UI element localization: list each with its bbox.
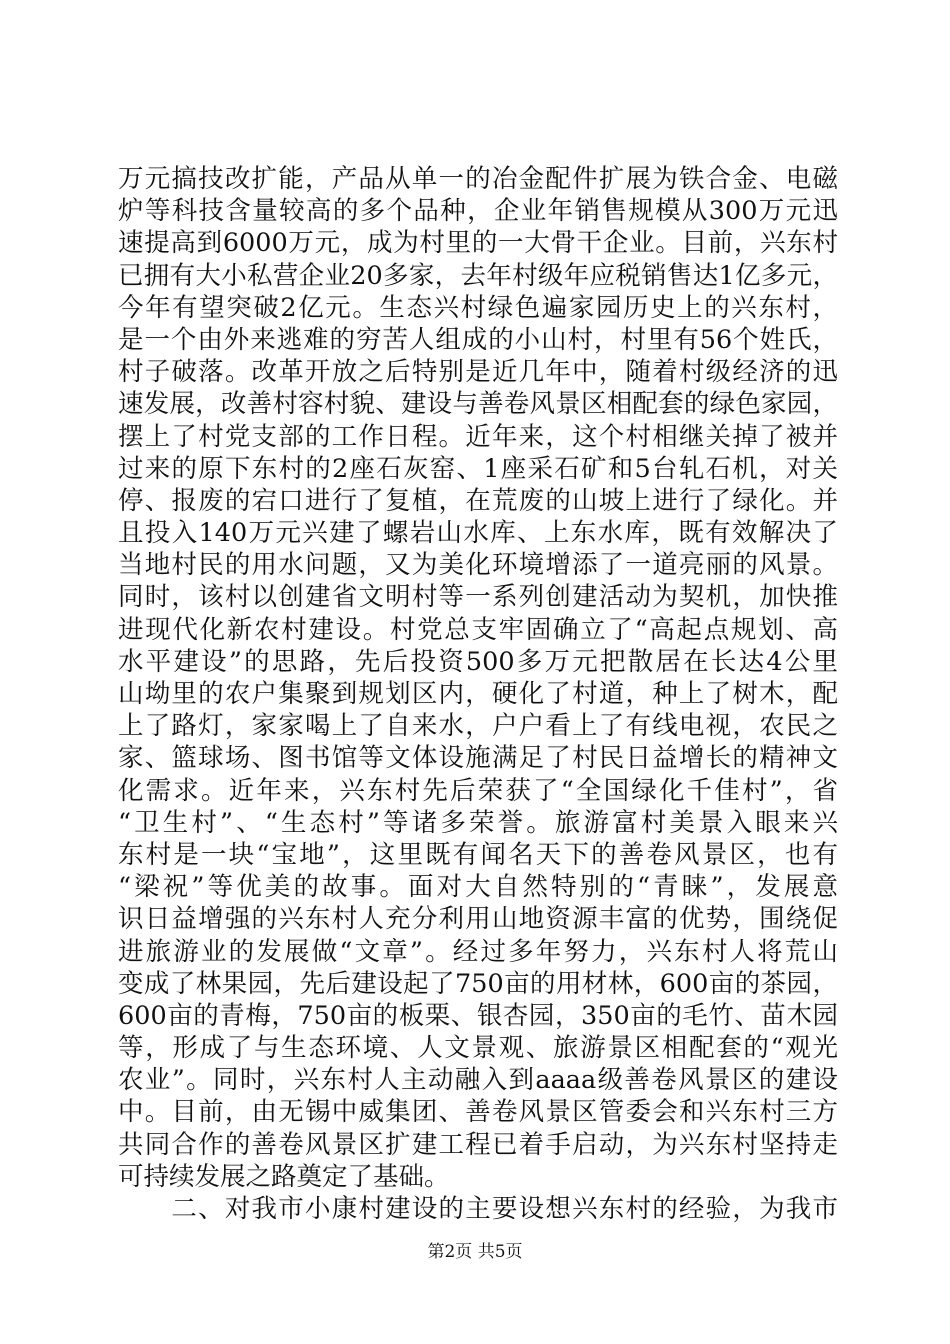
text-line: 万元搞技改扩能，产品从单一的冶金配件扩展为铁合金、电磁: [118, 164, 838, 194]
text-line: 过来的原下东村的2座石灰窑、1座采石矿和5台轧石机，对关: [118, 453, 838, 484]
text-line: 摆上了村党支部的工作日程。近年来，这个村相继关掉了被并: [118, 421, 838, 452]
text-line: 同时，该村以创建省文明村等一系列创建活动为契机，加快推: [118, 582, 838, 613]
text-line: 中。目前，由无锡中威集团、善卷风景区管委会和兴东村三方: [118, 1097, 838, 1128]
page-number-footer: 第2页 共5页: [427, 1242, 523, 1262]
text-line: 上了路灯，家家喝上了自来水，户户看上了有线电视，农民之: [118, 711, 838, 742]
text-line: 东村是一块“宝地”，这里既有闻名天下的善卷风景区，也有: [118, 839, 838, 870]
text-line: “卫生村”、“生态村”等诸多荣誉。旅游富村美景入眼来兴: [118, 807, 838, 838]
body-text: [118, 163, 838, 1225]
text-line: 等，形成了与生态环境、人文景观、旅游景区相配套的“观光: [118, 1033, 838, 1064]
text-line: 村子破落。改革开放之后特别是近几年中，随着村级经济的迅: [118, 357, 838, 388]
text-line: 当地村民的用水问题，又为美化环境增添了一道亮丽的风景。: [118, 550, 838, 581]
text-line: 家、篮球场、图书馆等文体设施满足了村民日益增长的精神文: [118, 743, 838, 774]
text-line: 山坳里的农户集聚到规划区内，硬化了村道，种上了树木，配: [118, 679, 838, 709]
text-line: 农业”。同时，兴东村人主动融入到aaaa级善卷风景区的建设: [118, 1065, 838, 1096]
text-line: 600亩的青梅，750亩的板栗、银杏园，350亩的毛竹、苗木园: [118, 1000, 838, 1031]
text-line: 停、报废的宕口进行了复植，在荒废的山坡上进行了绿化。并: [118, 485, 838, 516]
text-line: 且投入140万元兴建了螺岩山水库、上东水库，既有效解决了: [118, 518, 838, 549]
text-line: 今年有望突破2亿元。生态兴村绿色遍家园历史上的兴东村，: [118, 292, 838, 323]
text-line: 进旅游业的发展做“文章”。经过多年努力，兴东村人将荒山: [118, 936, 838, 967]
text-line: 是一个由外来逃难的穷苦人组成的小山村，村里有56个姓氏，: [118, 324, 838, 355]
text-line: 共同合作的善卷风景区扩建工程已着手启动，为兴东村坚持走: [118, 1129, 838, 1160]
text-line: 化需求。近年来，兴东村先后荣获了“全国绿化千佳村”，省: [118, 775, 838, 806]
text-line: 炉等科技含量较高的多个品种，企业年销售规模从300万元迅: [118, 196, 838, 227]
text-line: 速发展，改善村容村貌、建设与善卷风景区相配套的绿色家园，: [118, 389, 838, 420]
paragraph-end-line: 可持续发展之路奠定了基础。: [118, 1161, 450, 1192]
text-line: 已拥有大小私营企业20多家，去年村级年应税销售达1亿多元，: [118, 260, 838, 291]
text-line: 进现代化新农村建设。村党总支牢固确立了“高起点规划、高: [118, 614, 838, 645]
text-line: “梁祝”等优美的故事。面对大自然特别的“青睐”，发展意: [118, 872, 838, 903]
text-line: 水平建设”的思路，先后投资500多万元把散居在长达4公里: [118, 646, 838, 677]
text-line: 速提高到6000万元，成为村里的一大骨干企业。目前，兴东村: [118, 228, 838, 259]
section-heading-line: 二、对我市小康村建设的主要设想兴东村的经验，为我市: [118, 1194, 838, 1224]
text-line: 变成了林果园，先后建设起了750亩的用材林，600亩的茶园，: [118, 968, 838, 999]
text-line: 识日益增强的兴东村人充分利用山地资源丰富的优势，围绕促: [118, 904, 838, 935]
